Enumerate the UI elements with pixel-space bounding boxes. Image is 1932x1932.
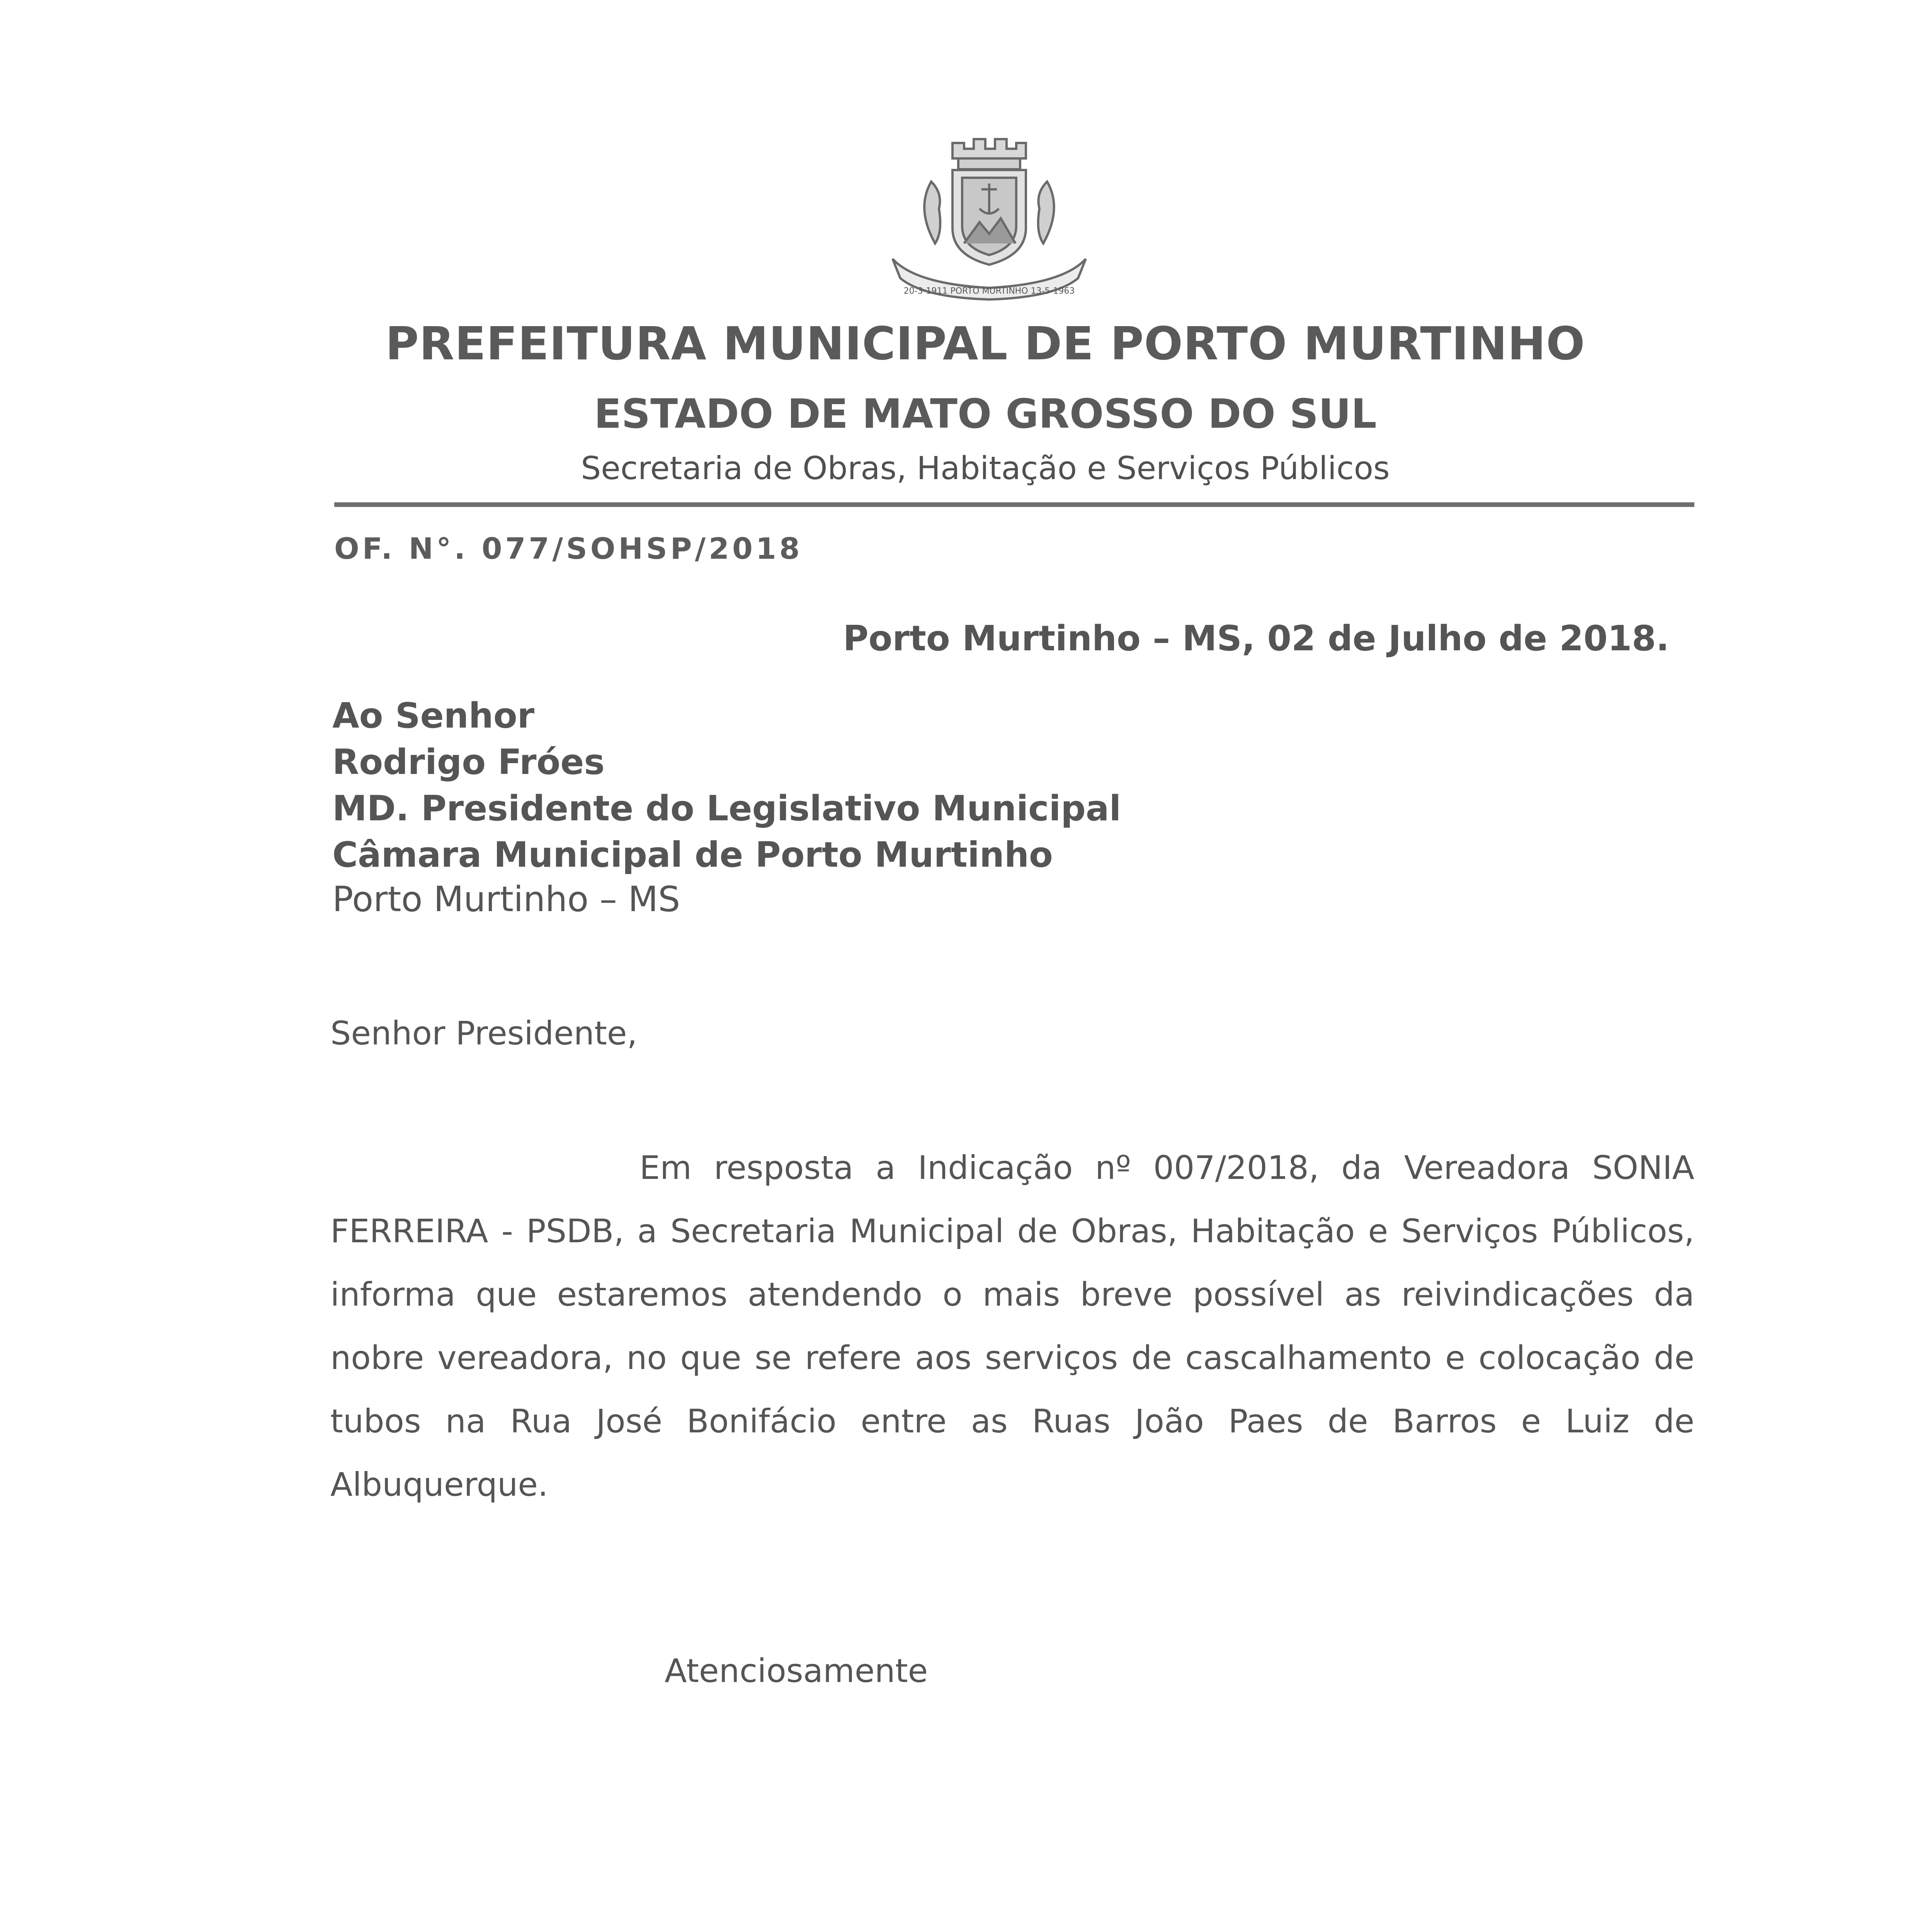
- salutation: Senhor Presidente,: [330, 1014, 638, 1052]
- closing: Atenciosamente: [665, 1652, 928, 1690]
- addressee-line-5: Porto Murtinho – MS: [332, 879, 680, 920]
- reference-number: OF. N°. 077/SOHSP/2018: [334, 531, 803, 566]
- body-paragraph: Em resposta a Indicação nº 007/2018, da Vereadora SONIA FERREIRA - PSDB, a Secretaria Municipal de Obras, Habitação e Serviços Públicos, informa que estaremos atendendo o mais breve possível as reivindicações da nobre vereadora, no que se refere aos serviços de cascalhamento e colocação de tubos na Rua José Bonifácio entre as Ruas João Paes de Barros e Luiz de Albuquerque.: [330, 1149, 1694, 1503]
- header-divider: [334, 502, 1694, 507]
- header-state: ESTADO DE MATO GROSSO DO SUL: [594, 390, 1377, 437]
- addressee-line-2: Rodrigo Fróes: [332, 742, 605, 782]
- date-line: Porto Murtinho – MS, 02 de Julho de 2018.: [843, 618, 1669, 659]
- header-department: Secretaria de Obras, Habitação e Serviços Públicos: [581, 450, 1390, 487]
- addressee-line-4: Câmara Municipal de Porto Murtinho: [332, 835, 1053, 875]
- addressee-line-1: Ao Senhor: [332, 696, 535, 736]
- header-title: PREFEITURA MUNICIPAL DE PORTO MURTINHO: [385, 317, 1585, 370]
- coat-of-arms-emblem: [885, 131, 1094, 301]
- svg-text:20-3-1911 PORTO MURTINHO 13-5-: 20-3-1911 PORTO MURTINHO 13-5-1963: [903, 286, 1075, 296]
- addressee-line-3: MD. Presidente do Legislativo Municipal: [332, 788, 1121, 829]
